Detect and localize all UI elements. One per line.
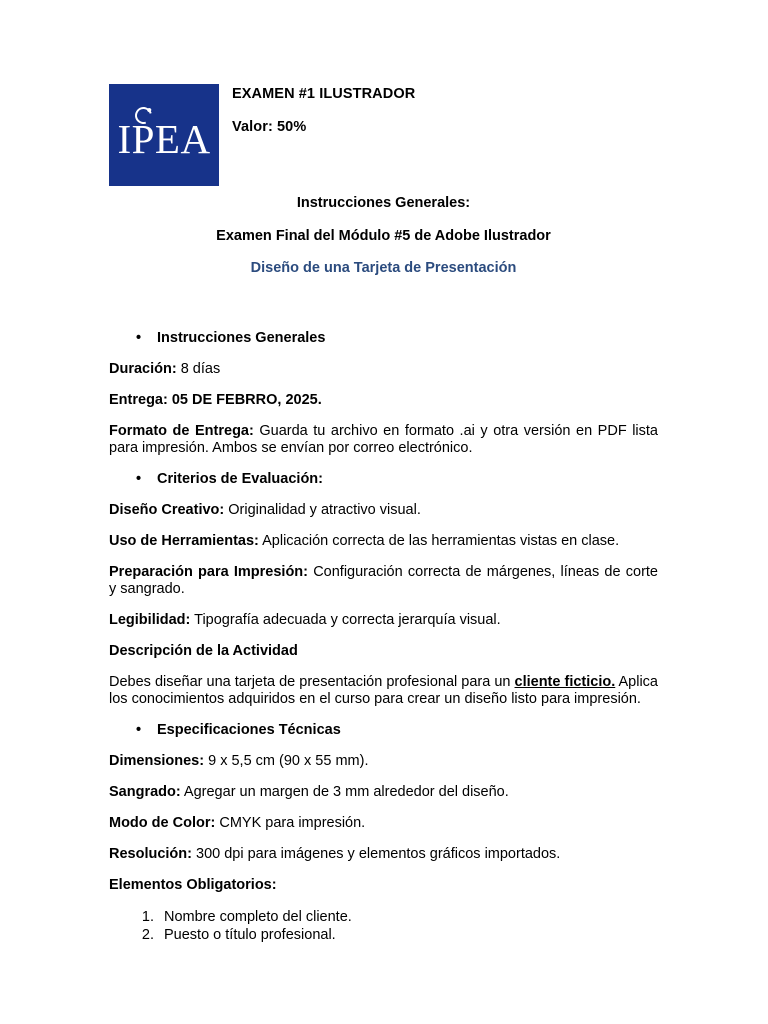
spec-modo-color: [109, 815, 658, 832]
spec-sangrado-value: Agregar un margen de 3 mm alrededor del diseño.: [180, 784, 509, 800]
spec-dimensiones-label: Dimensiones:: [109, 752, 205, 769]
descripcion-text-after: Aplica los conocimientos adquiridos en el curso para crear un diseño listo para impresión.: [109, 674, 658, 708]
field-duracion-label: Duración:: [109, 360, 177, 377]
criterio-preparacion-impresion-label: Preparación para Impresión:: [109, 564, 308, 580]
criterio-uso-herramientas: [109, 533, 658, 550]
exam-value: Valor: 50%: [232, 118, 307, 135]
spec-sangrado: [109, 784, 658, 801]
field-formato-entrega: [109, 423, 658, 457]
criterio-preparacion-impresion: [109, 564, 658, 598]
exam-title: EXAMEN #1 ILUSTRADOR: [232, 86, 416, 102]
spec-dimensiones-value: 9 x 5,5 cm (90 x 55 mm).: [204, 752, 369, 769]
bullet-criterios-evaluacion: [109, 471, 658, 488]
spec-modo-color-label: Modo de Color:: [109, 815, 216, 832]
spec-modo-color-value: CMYK para impresión.: [215, 815, 366, 832]
field-entrega: [109, 392, 658, 409]
centered-headings: [109, 196, 658, 276]
elementos-obligatorios-list: [109, 908, 658, 945]
criterio-diseno-creativo-label: Diseño Creativo:: [109, 501, 225, 518]
bullet-dot-icon: •: [136, 722, 142, 739]
document-header: [109, 84, 659, 186]
field-formato-entrega-value: Guarda tu archivo en formato .ai y otra versión en PDF lista para impresión. Ambos se envían por correo electrónico.: [109, 422, 658, 456]
field-entrega-label: Entrega: 05 DE FEBRRO, 2025.: [109, 391, 322, 408]
list-item: 1. Nombre completo del cliente.: [158, 908, 658, 926]
criterio-diseno-creativo-value: Originalidad y atractivo visual.: [224, 501, 421, 518]
heading-instrucciones-generales: Instrucciones Generales:: [296, 195, 471, 211]
ipea-logo: [109, 84, 219, 186]
spec-resolucion-value: 300 dpi para imágenes y elementos gráficos importados.: [191, 846, 561, 863]
heading-elementos-obligatorios: Elementos Obligatorios:: [109, 877, 277, 894]
bullet-especificaciones-tecnicas-label: Especificaciones Técnicas: [157, 722, 341, 739]
bullet-dot-icon: •: [136, 330, 142, 346]
spec-resolucion: [109, 846, 658, 863]
heading-diseno-tarjeta: Diseño de una Tarjeta de Presentación: [250, 260, 517, 276]
criterio-diseno-creativo: [109, 502, 658, 519]
descripcion-text-before: Debes diseñar una tarjeta de presentación profesional para un: [109, 674, 515, 690]
logo-text: IPEA: [117, 116, 211, 162]
field-duracion: [109, 361, 658, 378]
criterio-uso-herramientas-value: Aplicación correcta de las herramientas vistas en clase.: [258, 532, 620, 549]
spec-resolucion-label: Resolución:: [109, 846, 192, 863]
criterio-uso-herramientas-label: Uso de Herramientas:: [109, 532, 259, 549]
header-text-block: [219, 84, 415, 135]
criterio-legibilidad: [109, 612, 658, 629]
field-duracion-value: 8 días: [176, 360, 221, 377]
bullet-instrucciones-generales-label: Instrucciones Generales: [157, 330, 326, 346]
field-formato-entrega-label: Formato de Entrega:: [109, 422, 254, 439]
bullet-criterios-evaluacion-label: Criterios de Evaluación:: [157, 471, 323, 488]
list-item: 2. Puesto o título profesional.: [158, 926, 658, 944]
paragraph-descripcion-actividad: [109, 674, 658, 708]
bullet-dot-icon: •: [136, 471, 142, 488]
heading-examen-final: Examen Final del Módulo #5 de Adobe Ilustrador: [216, 227, 551, 244]
criterio-legibilidad-value: Tipografía adecuada y correcta jerarquía visual.: [190, 612, 501, 629]
criterio-legibilidad-label: Legibilidad:: [109, 612, 191, 629]
bullet-instrucciones-generales: [109, 330, 658, 347]
descripcion-emphasis-cliente-ficticio: cliente ficticio.: [514, 674, 616, 690]
heading-descripcion-actividad: Descripción de la Actividad: [109, 643, 298, 660]
bullet-especificaciones-tecnicas: [109, 722, 658, 739]
document-body: [109, 330, 658, 945]
criterio-preparacion-impresion-value: Configuración correcta de márgenes, líneas de corte y sangrado.: [109, 564, 658, 598]
spec-sangrado-label: Sangrado:: [109, 784, 181, 800]
spec-dimensiones: [109, 753, 658, 770]
